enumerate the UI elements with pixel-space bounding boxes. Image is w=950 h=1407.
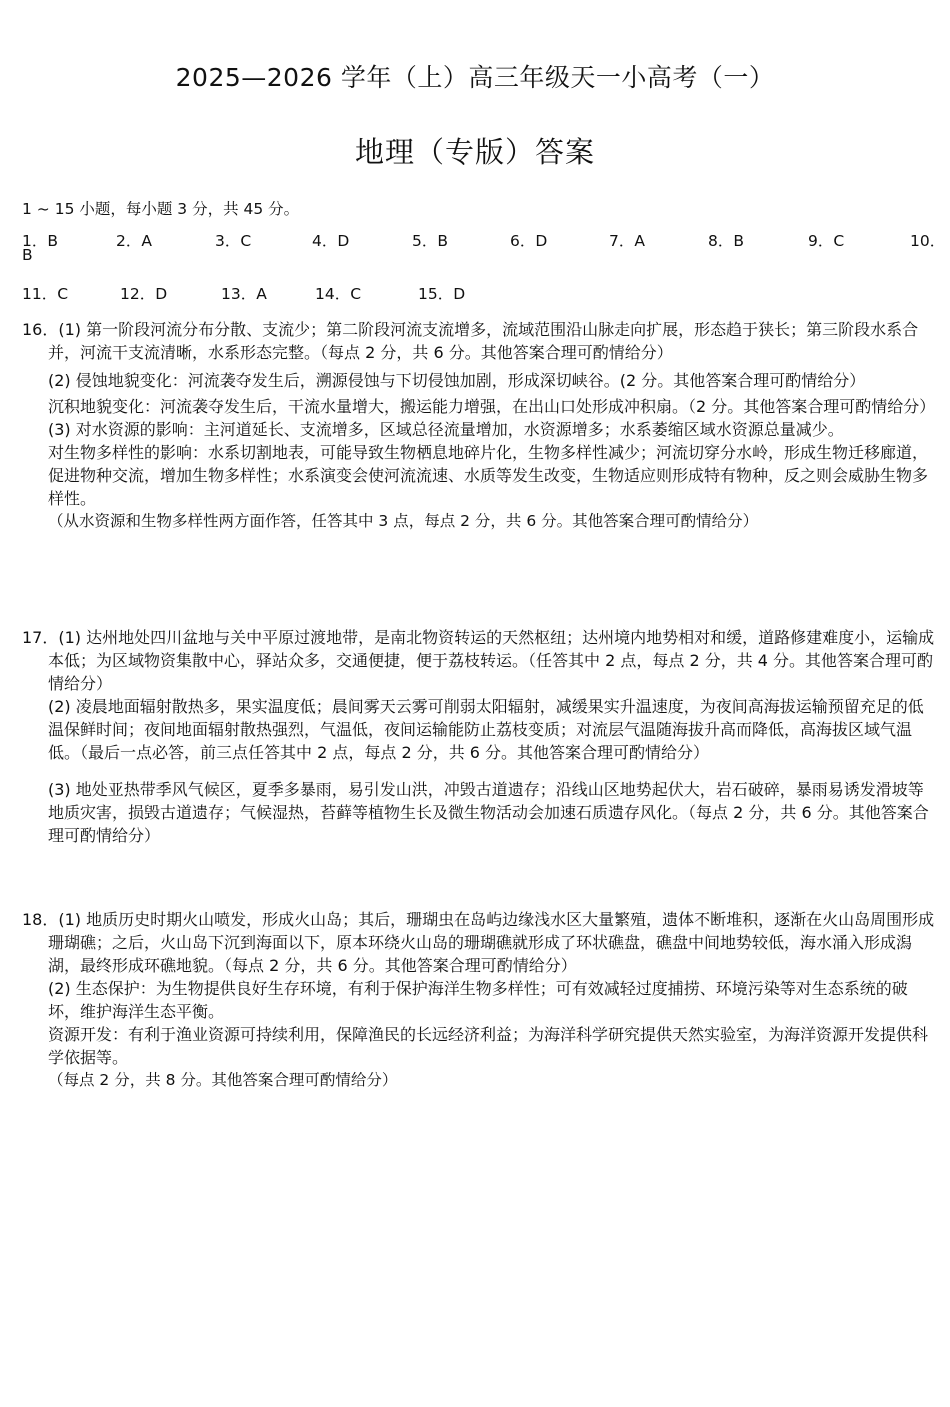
- mc-answer: 12．D: [120, 285, 168, 303]
- mc-answer: 3．C: [215, 232, 252, 250]
- q16-part-1: 16．(1) 第一阶段河流分布分散、支流少；第二阶段河流支流增多，流域范围沿山脉走向扩展，形态趋于狭长；第三阶段水系合并，河流干支流清晰，水系形态完整。（每点 2 分，共 6 分。其他答案合理可酌情给分）: [22, 320, 919, 362]
- mc-answer: 4．D: [312, 232, 350, 250]
- q16-part-2: (2) 侵蚀地貌变化：河流袭夺发生后，溯源侵蚀与下切侵蚀加剧，形成深切峡谷。(2 分。其他答案合理可酌情给分）: [48, 371, 866, 390]
- q18-part-2: (2) 生态保护：为生物提供良好生存环境，有利于保护海洋生物多样性；可有效减轻过度捕捞、环境污染等对生态系统的破坏，维护海洋生态平衡。: [48, 979, 908, 1021]
- q16-part-3-biodiversity: 对生物多样性的影响：水系切割地表，可能导致生物栖息地碎片化，生物多样性减少；河流切穿分水岭，形成生物迁移廊道，促进物种交流，增加生物多样性；水系演变会使河流流速、水质等发生改变，生物适应则形成特有物种，反之则会威胁生物多样性。: [48, 443, 929, 508]
- q17-part-1: 17．(1) 达州地处四川盆地与关中平原过渡地带，是南北物资转运的天然枢纽；达州境内地势相对和缓，道路修建难度小，运输成本低；为区域物资集散中心，驿站众多，交通便捷，便于荔枝转运。（任答其中 2 点，每点 2 分，共 4 分。其他答案合理可酌情给分）: [22, 628, 935, 693]
- mc-answer: 10．: [910, 232, 946, 250]
- mc-answer: 1．B: [22, 232, 58, 250]
- q18-part-1: 18．(1) 地质历史时期火山喷发，形成火山岛；其后，珊瑚虫在岛屿边缘浅水区大量繁殖，遗体不断堆积，逐渐在火山岛周围形成珊瑚礁；之后，火山岛下沉到海面以下，原本环绕火山岛的珊瑚礁就形成了环状礁盘，礁盘中间地势较低，海水涌入形成潟湖，最终形成环礁地貌。（每点 2 分，共 6 分。其他答案合理可酌情给分）: [22, 910, 935, 975]
- mc-answer: 2．A: [116, 232, 152, 250]
- mc-answer: 7．A: [609, 232, 645, 250]
- question-16: [22, 318, 938, 533]
- mc-answer: 14．C: [315, 285, 362, 303]
- mc-answer: 11．C: [22, 285, 69, 303]
- mc-answer: 9．C: [808, 232, 845, 250]
- q17-part-2: (2) 凌晨地面辐射散热多，果实温度低；晨间雾天云雾可削弱太阳辐射，减缓果实升温速度，为夜间高海拔运输预留充足的低温保鲜时间；夜间地面辐射散热强烈，气温低，夜间运输能防止荔枝变质；对流层气温随海拔升高而降低，高海拔区域气温低。（最后一点必答，前三点任答其中 2 点，每点 2 分，共 6 分。其他答案合理可酌情给分）: [48, 697, 924, 762]
- q18-scoring-note: （每点 2 分，共 8 分。其他答案合理可酌情给分）: [48, 1071, 398, 1089]
- q16-part-3: (3) 对水资源的影响：主河道延长、支流增多，区域总径流量增加，水资源增多；水系萎缩区域水资源总量减少。: [48, 420, 844, 439]
- mc-answer: 8．B: [708, 232, 744, 250]
- page-subtitle: 地理（专版）答案: [354, 135, 595, 169]
- page-title: 2025—2026 学年（上）高三年级天一小高考（一）: [175, 63, 775, 92]
- q18-part-2-resources: 资源开发：有利于渔业资源可持续利用，保障渔民的长远经济利益；为海洋科学研究提供天然实验室，为海洋资源开发提供科学依据等。: [48, 1025, 929, 1067]
- mc-answer: 15．D: [418, 285, 466, 303]
- mc-intro: 1 ~ 15 小题，每小题 3 分，共 45 分。: [22, 200, 300, 218]
- mc-answer: 6．D: [510, 232, 548, 250]
- mc-answer: 5．B: [412, 232, 448, 250]
- mc-answer: 13．A: [221, 285, 267, 303]
- q16-part-2-deposition: 沉积地貌变化：河流袭夺发生后，干流水量增大，搬运能力增强，在出山口处形成冲积扇。（2 分。其他答案合理可酌情给分）: [48, 397, 936, 416]
- question-17: [22, 626, 938, 847]
- mc-answer-wrap: B: [22, 246, 33, 264]
- q16-scoring-note: （从水资源和生物多样性两方面作答，任答其中 3 点，每点 2 分，共 6 分。其他答案合理可酌情给分）: [48, 512, 759, 530]
- q17-part-3: (3) 地处亚热带季风气候区，夏季多暴雨，易引发山洪，冲毁古道遗存；沿线山区地势起伏大，岩石破碎，暴雨易诱发滑坡等地质灾害，损毁古道遗存；气候湿热，苔藓等植物生长及微生物活动会加速石质遗存风化。（每点 2 分，共 6 分。其他答案合理可酌情给分）: [48, 780, 929, 845]
- question-18: [22, 908, 938, 1092]
